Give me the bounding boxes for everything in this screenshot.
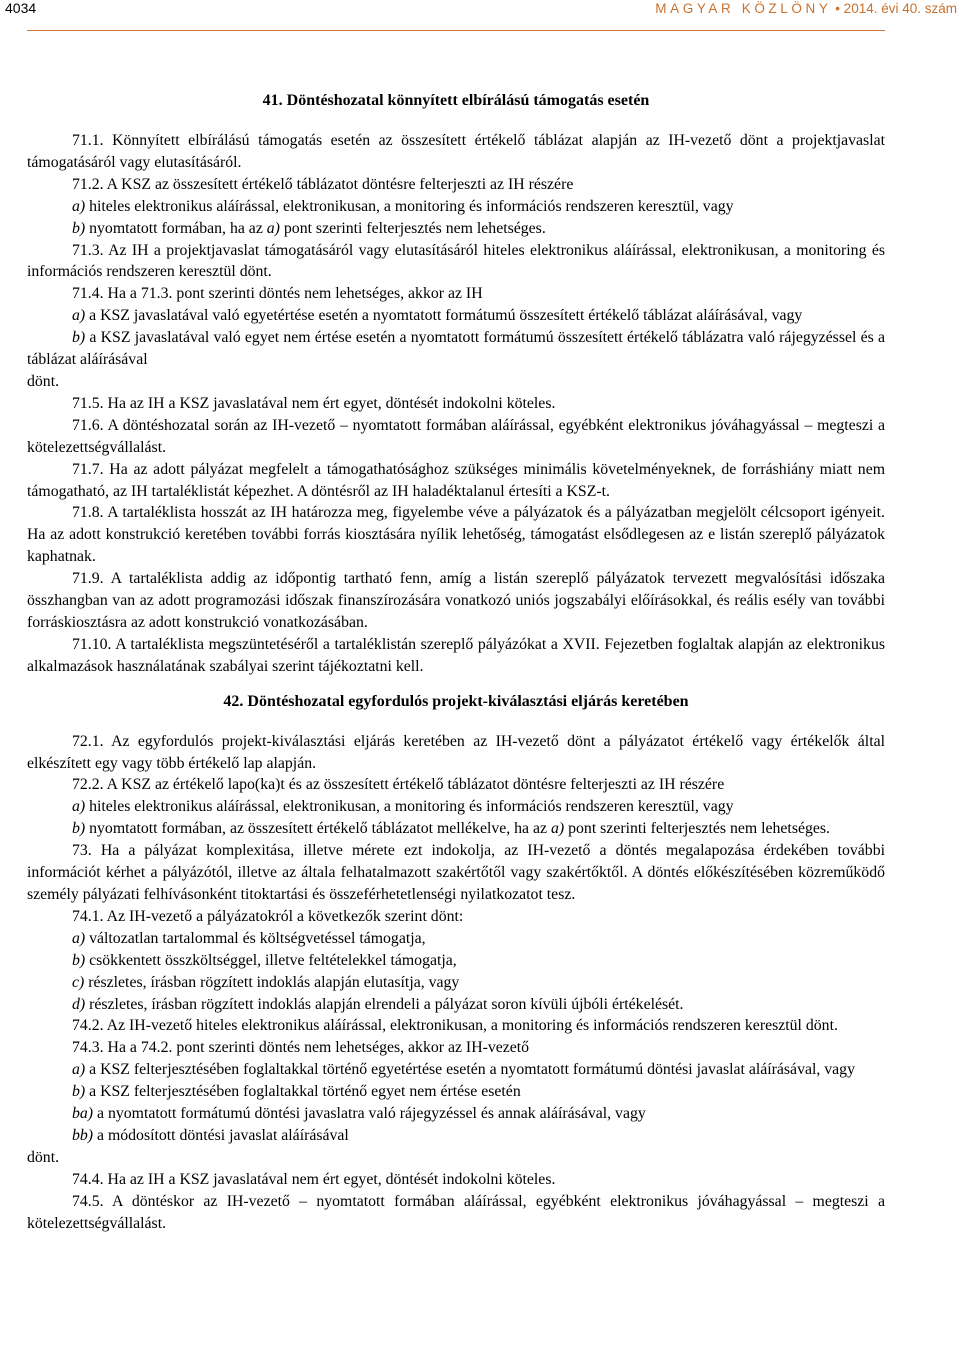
point-marker: a): [72, 307, 86, 325]
paragraph: 74.4. Ha az IH a KSZ javaslatával nem ért egyet, döntését indokolni köteles.: [72, 1170, 556, 1188]
paragraph: [27, 1103, 885, 1125]
paragraph: [27, 327, 885, 371]
paragraph: [27, 796, 885, 818]
paragraph-text: hiteles elektronikus aláírással, elektronikusan, a monitoring és információs rendszeren keresztül, vagy: [85, 798, 734, 816]
paragraph: 71.6. A döntéshozatal során az IH-vezető – nyomtatott formában aláírással, egyébként elektronikus jóváhagyással – megteszi a kötelezettségvállalást.: [27, 416, 885, 456]
journal-issue: • 2014. évi 40. szám: [835, 1, 957, 16]
section-42-heading: 42. Döntéshozatal egyfordulós projekt-kiválasztási eljárás keretében: [223, 692, 689, 710]
paragraph: 74.1. Az IH-vezető a pályázatokról a következők szerint dönt:: [72, 907, 464, 925]
paragraph: 74.2. Az IH-vezető hiteles elektronikus aláírással, elektronikusan, a monitoring és információs rendszeren keresztül dönt.: [72, 1017, 838, 1035]
point-marker: b): [72, 329, 86, 347]
paragraph: 72.1. Az egyfordulós projekt-kiválasztási eljárás keretében az IH-vezető dönt a pályázatot értékelő vagy értékelők által elkészített egy vagy több értékelő lap alapján.: [27, 732, 885, 772]
paragraph-text: nyomtatott formában, ha az: [85, 219, 267, 237]
paragraph-text: hiteles elektronikus aláírással, elektronikusan, a monitoring és információs rendszeren keresztül, vagy: [85, 197, 734, 215]
paragraph: 73. Ha a pályázat komplexitása, illetve mérete ezt indokolja, az IH-vezető a döntés megalapozása érdekében további információt kérhet a pályázótól, illetve az általa felhatalmazott szakértőtől vagy szakértőktől. A döntés előkészítésében közreműködő személy pályázati felhívásonként titoktartási és összeférhetetlenségi nyilatkozatot tesz.: [27, 842, 885, 903]
point-marker: a): [72, 798, 86, 816]
journal-name: MAGYAR KÖZLÖNY: [655, 1, 832, 16]
paragraph-text: a KSZ felterjesztésében foglaltakkal történő egyetértése esetén a nyomtatott formátumú döntési javaslat aláírásával, vagy: [85, 1061, 855, 1079]
paragraph-text: részletes, írásban rögzített indoklás alapján elrendeli a pályázat soron kívüli újbóli értékelését.: [85, 995, 684, 1013]
paragraph-text: változatlan tartalommal és költségvetéssel támogatja,: [85, 929, 426, 947]
paragraph-text: pont szerinti felterjesztés nem lehetséges.: [279, 219, 546, 237]
paragraph: [27, 818, 885, 840]
point-marker: bb): [72, 1126, 94, 1144]
paragraph: 71.7. Ha az adott pályázat megfelelt a támogathatósághoz szükséges minimális követelményeknek, de forráshiány miatt nem támogatható, az IH tartaléklistát képezhet. A döntésről az IH haladéktalanul értesíti a KSZ-t.: [27, 460, 885, 500]
paragraph: 71.9. A tartaléklista addig az időpontig tartható fenn, amíg a listán szereplő pályázatok tervezett megvalósítási időszaka összhangban van az adott programozási időszak finanszírozására vonatkozó uniós jogszabályi előírásokkal, és reális esély van további forráskiosztásra az adott konstrukció vonatkozásában.: [27, 570, 885, 631]
paragraph: 71.3. Az IH a projektjavaslat támogatásáról vagy elutasításáról hiteles elektronikus aláírással, elektronikusan, a monitoring és információs rendszeren keresztül dönt.: [27, 241, 885, 281]
paragraph-text: részletes, írásban rögzített indoklás alapján elutasítja, vagy: [84, 973, 460, 991]
paragraph: 71.2. A KSZ az összesített értékelő táblázatot döntésre felterjeszti az IH részére: [72, 175, 574, 193]
point-marker: b): [72, 1083, 86, 1101]
point-marker: a): [72, 929, 86, 947]
paragraph: [27, 972, 885, 994]
page-number: 4034: [5, 0, 37, 16]
paragraph: 71.8. A tartaléklista hosszát az IH határozza meg, figyelembe véve a pályázatok és a pályázatban megjelölt célcsoport igényeit. Ha az adott konstrukció keretében további forrás kiosztására nyílik lehetőség, támogatást elsődlegesen az e listán szereplő pályázatok kaphatnak.: [27, 504, 885, 566]
point-marker: c): [72, 973, 85, 991]
paragraph: [27, 305, 885, 327]
paragraph: [27, 1125, 885, 1147]
point-marker: b): [72, 951, 86, 969]
paragraph: 72.2. A KSZ az értékelő lapo(ka)t és az összesített értékelő táblázatot döntésre felterjeszti az IH részére: [72, 776, 725, 794]
paragraph: [27, 950, 885, 972]
paragraph: 74.3. Ha a 74.2. pont szerinti döntés nem lehetséges, akkor az IH-vezető: [72, 1039, 530, 1057]
section-42-body: [27, 731, 885, 1235]
point-marker: d): [72, 995, 86, 1013]
paragraph: dönt.: [27, 372, 60, 390]
paragraph: [27, 928, 885, 950]
paragraph: 74.5. A döntéskor az IH-vezető – nyomtatott formában aláírással, egyébként elektronikus jóváhagyással – megteszi a kötelezettségvállalást.: [27, 1192, 885, 1232]
paragraph: [27, 1059, 885, 1081]
section-41-body: [27, 130, 885, 678]
point-marker: b): [72, 820, 86, 838]
point-marker: a): [72, 1061, 86, 1079]
paragraph: dönt.: [27, 1148, 60, 1166]
paragraph: 71.4. Ha a 71.3. pont szerinti döntés nem lehetséges, akkor az IH: [72, 285, 483, 303]
paragraph-text: a nyomtatott formátumú döntési javaslatra való rájegyzéssel és annak aláírásával, vagy: [93, 1105, 646, 1123]
paragraph: 71.10. A tartaléklista megszüntetéséről a tartaléklistán szereplő pályázókat a XVII. Fejezetben foglaltak alapján az elektronikus alkalmazások használatának szabályai szerint tájékoztatni kell.: [27, 635, 885, 675]
paragraph: [27, 196, 885, 218]
paragraph-text: a KSZ felterjesztésében foglaltakkal történő egyet nem értése esetén: [85, 1083, 521, 1101]
point-marker: a): [551, 820, 565, 838]
point-marker: a): [72, 197, 86, 215]
journal-title: [655, 1, 957, 16]
paragraph-text: a KSZ javaslatával való egyetértése esetén a nyomtatott formátumú összesített értékelő táblázat aláírásával, vagy: [85, 307, 803, 325]
point-marker: ba): [72, 1105, 94, 1123]
paragraph: 71.1. Könnyített elbírálású támogatás esetén az összesített értékelő táblázat alapján az IH-vezető dönt a projektjavaslat támogatásáról vagy elutasításáról.: [27, 132, 885, 171]
paragraph-text: pont szerinti felterjesztés nem lehetséges.: [564, 820, 830, 838]
point-marker: b): [72, 219, 86, 237]
paragraph-text: a módosított döntési javaslat aláírásával: [93, 1126, 349, 1144]
paragraph-text: a KSZ javaslatával való egyet nem értése esetén a nyomtatott formátumú összesített értékelő táblázatra való rájegyzéssel és a táblázat aláírásával: [27, 329, 885, 369]
paragraph-text: csökkentett összköltséggel, illetve feltételekkel támogatja,: [85, 951, 457, 969]
paragraph: 71.5. Ha az IH a KSZ javaslatával nem ért egyet, döntését indokolni köteles.: [72, 394, 556, 412]
paragraph: [27, 1081, 885, 1103]
point-marker: a): [266, 219, 280, 237]
paragraph: [27, 218, 885, 240]
paragraph-text: nyomtatott formában, az összesített értékelő táblázatot mellékelve, ha az: [85, 820, 551, 838]
paragraph: [27, 994, 885, 1016]
section-41-heading: 41. Döntéshozatal könnyített elbírálású támogatás esetén: [262, 92, 650, 109]
page-header: [5, 0, 957, 31]
